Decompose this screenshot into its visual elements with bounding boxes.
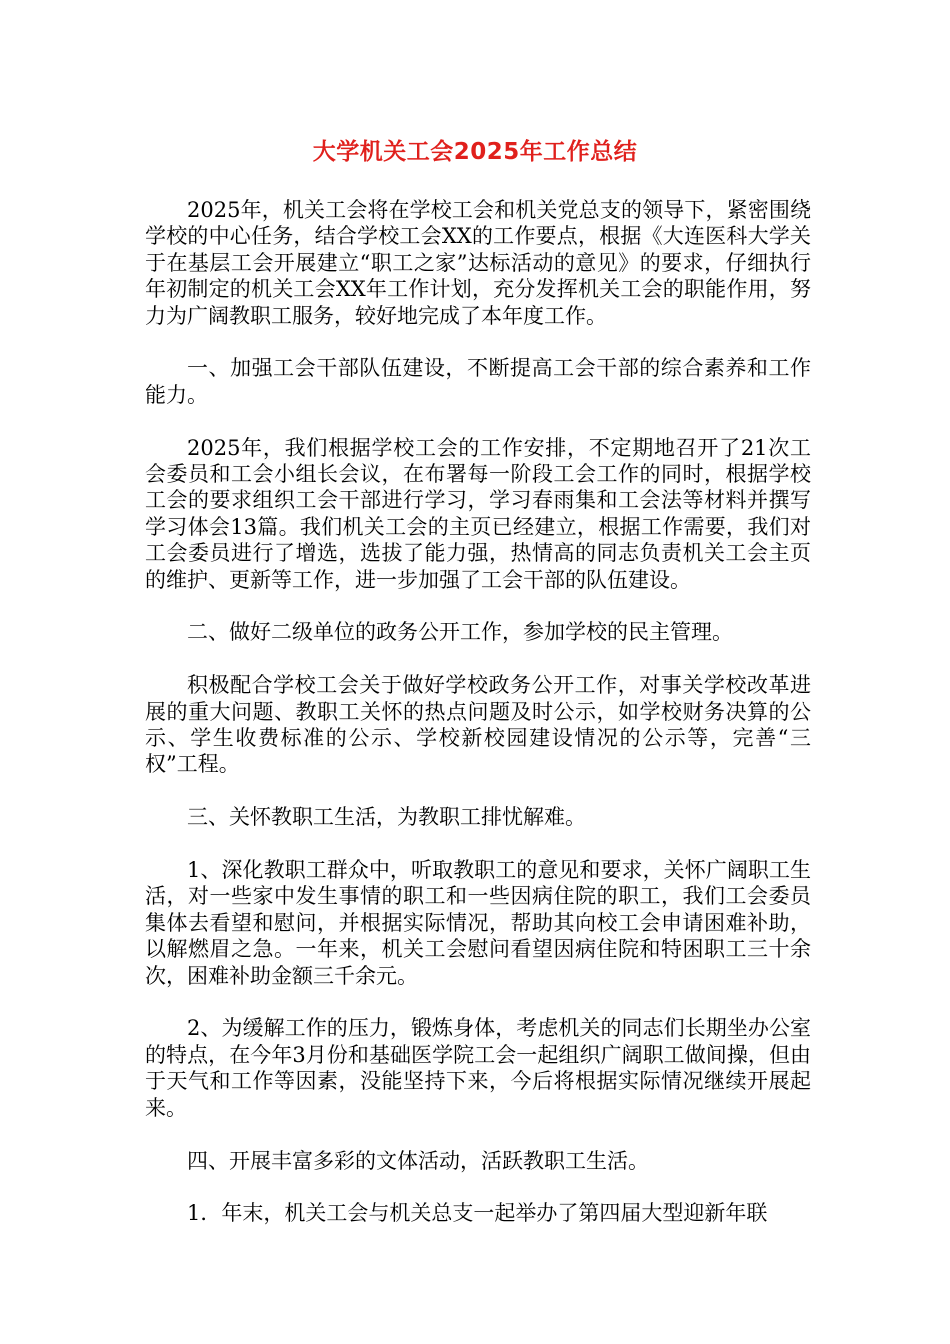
paragraph-intro: 2025年，机关工会将在学校工会和机关党总支的领导下，紧密围绕学校的中心任务，结合学校工会XX的工作要点，根据《大连医科大学关于在基层工会开展建立“职工之家”达标活动的意见》的要求，仔细执行年初制定的机关工会XX年工作计划，充分发挥机关工会的职能作用，努力为广阔教职工服务，较好地完成了本年度工作。 <box>145 198 811 328</box>
section-heading-2: 二、做好二级单位的政务公开工作，参加学校的民主管理。 <box>187 620 733 645</box>
document-title: 大学机关工会2025年工作总结 <box>312 139 638 165</box>
paragraph-section-3-item-2: 2、为缓解工作的压力，锻炼身体，考虑机关的同志们长期坐办公室的特点，在今年3月份和基础医学院工会一起组织广阔职工做间操，但由于天气和工作等因素，没能坚持下来，今后将根据实际情况继续开展起来。 <box>145 1016 811 1120</box>
section-heading-4: 四、开展丰富多彩的文体活动，活跃教职工生活。 <box>187 1148 649 1173</box>
paragraph-section-2: 积极配合学校工会关于做好学校政务公开工作，对事关学校改革进展的重大问题、教职工关怀的热点问题及时公示，如学校财务决算的公示、学生收费标准的公示、学校新校园建设情况的公示等，完善“三权”工程。 <box>145 673 811 777</box>
document-body <box>145 197 811 1227</box>
section-heading-3: 三、关怀教职工生活，为教职工排忧解难。 <box>187 805 586 830</box>
section-heading-1: 一、加强工会干部队伍建设，不断提高工会干部的综合素养和工作能力。 <box>145 356 811 407</box>
paragraph-section-3-item-1: 1、深化教职工群众中，听取教职工的意见和要求，关怀广阔职工生活，对一些家中发生事情的职工和一些因病住院的职工，我们工会委员集体去看望和慰问，并根据实际情况，帮助其向校工会申请困难补助，以解燃眉之急。一年来，机关工会慰问看望因病住院和特困职工三十余次，困难补助金额三千余元。 <box>145 858 811 988</box>
paragraph-section-1: 2025年，我们根据学校工会的工作安排，不定期地召开了21次工会委员和工会小组长会议，在布署每一阶段工会工作的同时，根据学校工会的要求组织工会干部进行学习，学习春雨集和工会法等材料并撰写学习体会13篇。我们机关工会的主页已经建立，根据工作需要，我们对工会委员进行了增选，选拔了能力强，热情高的同志负责机关工会主页的维护、更新等工作，进一步加强了工会干部的队伍建设。 <box>145 435 811 592</box>
paragraph-section-4-item-1: 1．年末，机关工会与机关总支一起举办了第四届大型迎新年联 <box>187 1201 768 1226</box>
